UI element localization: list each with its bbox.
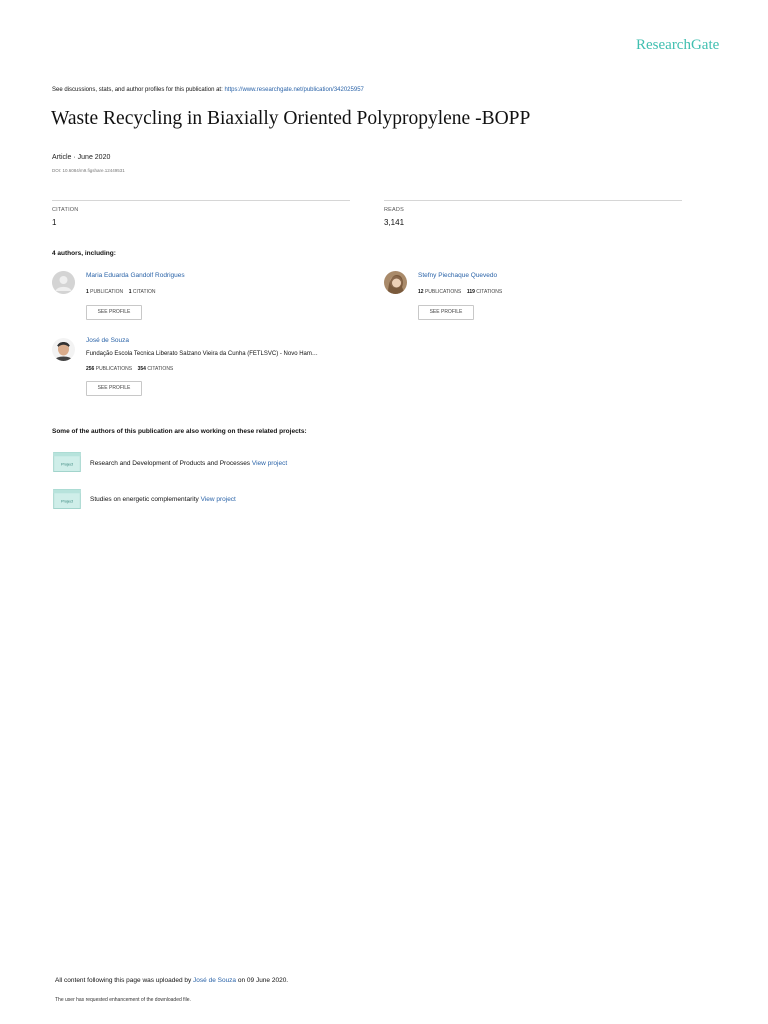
- reads-value: 3,141: [384, 218, 405, 227]
- project-icon-label: Project: [61, 499, 73, 504]
- publications-label: PUBLICATIONS: [424, 289, 462, 295]
- enhancement-note: The user has requested enhancement of the downloaded file.: [55, 997, 191, 1003]
- citations-count: 1: [128, 289, 132, 295]
- author-counts: [86, 366, 173, 372]
- publications-count: 12: [418, 289, 424, 295]
- divider-reads: [384, 200, 682, 201]
- upload-notice: [55, 977, 288, 984]
- paper-title: Waste Recycling in Biaxially Oriented Polypropylene -BOPP: [51, 108, 531, 129]
- citation-label: CITATION: [52, 207, 79, 213]
- see-profile-button[interactable]: SEE PROFILE: [418, 305, 474, 320]
- publication-url-link[interactable]: https://www.researchgate.net/publication/342025957: [224, 87, 364, 93]
- discussions-text: See discussions, stats, and author profiles for this publication at:: [52, 87, 223, 93]
- projects-heading: Some of the authors of this publication are also working on these related projects:: [52, 428, 307, 435]
- folder-icon: [53, 489, 81, 509]
- author-name-link[interactable]: José de Souza: [86, 337, 130, 344]
- publications-label: PUBLICATIONS: [95, 366, 133, 372]
- citations-count: 354: [137, 366, 146, 372]
- upload-prefix: All content following this page was uploaded by: [55, 977, 192, 984]
- see-profile-button[interactable]: SEE PROFILE: [86, 305, 142, 320]
- project-title: Studies on energetic complementarity: [90, 496, 199, 503]
- author-affiliation: Fundação Escola Tecnica Liberato Salzano Vieira da Cunha (FETLSVC) - Novo Ham…: [86, 351, 318, 357]
- authors-heading: 4 authors, including:: [52, 250, 116, 257]
- placeholder-avatar-icon: [52, 271, 75, 294]
- author-photo: [384, 271, 407, 294]
- discussions-line: [52, 87, 364, 93]
- citations-label: CITATIONS: [476, 289, 503, 295]
- see-profile-button[interactable]: SEE PROFILE: [86, 381, 142, 396]
- doi-text: DOI: 10.6084/m9.figshare.12449531: [52, 168, 125, 173]
- view-project-link[interactable]: View project: [251, 460, 288, 467]
- researchgate-logo[interactable]: ResearchGate: [636, 37, 720, 53]
- citations-count: 119: [466, 289, 475, 295]
- author-avatar-photo[interactable]: [52, 338, 75, 361]
- divider-citation: [52, 200, 350, 201]
- article-type-date: Article · June 2020: [52, 154, 111, 161]
- publications-count: 256: [86, 366, 95, 372]
- reads-label: READS: [384, 207, 404, 213]
- publications-count: 1: [86, 289, 89, 295]
- citations-label: CITATIONS: [147, 366, 174, 372]
- author-photo: [52, 338, 75, 361]
- project-item: [90, 460, 287, 467]
- project-icon: [53, 489, 81, 514]
- author-name-link[interactable]: Maria Eduarda Gandolf Rodrigues: [86, 272, 185, 279]
- publications-label: PUBLICATION: [90, 289, 124, 295]
- citation-value: 1: [52, 218, 57, 227]
- uploader-link[interactable]: José de Souza: [193, 977, 237, 984]
- folder-icon: [53, 452, 81, 472]
- project-icon-label: Project: [61, 462, 73, 467]
- author-counts: [418, 289, 502, 295]
- project-item: [90, 496, 236, 503]
- upload-suffix: on 09 June 2020.: [237, 977, 289, 984]
- author-avatar-placeholder[interactable]: [52, 271, 75, 294]
- author-counts: [86, 289, 155, 295]
- project-icon: [53, 452, 81, 477]
- citations-label: CITATION: [132, 289, 156, 295]
- view-project-link[interactable]: View project: [200, 496, 236, 503]
- project-title: Research and Development of Products and Processes: [90, 460, 251, 467]
- author-avatar-photo[interactable]: [384, 271, 407, 294]
- author-name-link[interactable]: Stefny Piechaque Quevedo: [418, 272, 498, 279]
